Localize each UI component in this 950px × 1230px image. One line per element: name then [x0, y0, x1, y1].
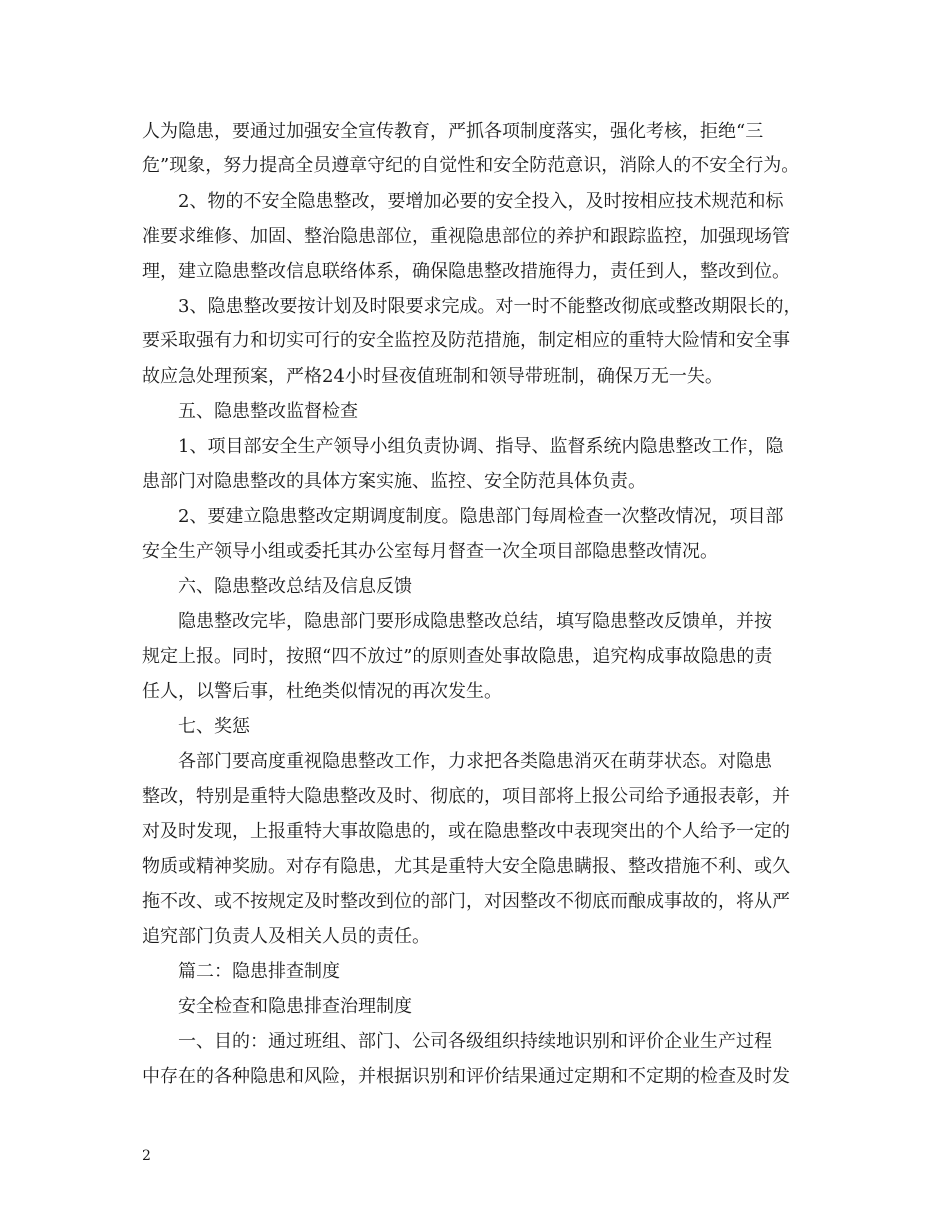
text-line: 人为隐患，要通过加强安全宣传教育，严抓各项制度落实，强化考核，拒绝“三 [142, 121, 764, 142]
text-line: 追究部门负责人及相关人员的责任。 [142, 926, 430, 947]
text-line: 准要求维修、加固、整治隐患部位，重视隐患部位的养护和跟踪监控，加强现场管 [142, 226, 790, 247]
text-line: 2、物的不安全隐患整改，要增加必要的安全投入，及时按相应技术规范和标 [142, 191, 784, 212]
text-line: 隐患整改完毕，隐患部门要形成隐患整改总结，填写隐患整改反馈单，并按 [142, 611, 772, 632]
page-number: 2 [142, 1148, 151, 1164]
text-line: 拖不改、或不按规定及时整改到位的部门，对因整改不彻底而酿成事故的，将从严 [142, 891, 790, 912]
text-line: 2、要建立隐患整改定期调度制度。隐患部门每周检查一次整改情况，项目部 [142, 506, 784, 527]
text-line: 故应急处理预案，严格24小时昼夜值班制和领导带班制，确保万无一失。 [142, 366, 723, 387]
text-line: 任人，以警后事，杜绝类似情况的再次发生。 [142, 681, 502, 702]
text-line: 3、隐患整改要按计划及时限要求完成。对一时不能整改彻底或整改期限长的， [142, 296, 802, 317]
section-heading: 安全检查和隐患排查治理制度 [142, 996, 412, 1017]
section-heading: 七、奖惩 [142, 716, 250, 737]
text-line: 对及时发现，上报重特大事故隐患的，或在隐患整改中表现突出的个人给予一定的 [142, 821, 790, 842]
text-line: 整改，特别是重特大隐患整改及时、彻底的，项目部将上报公司给予通报表彰，并 [142, 786, 790, 807]
text-line: 理，建立隐患整改信息联络体系，确保隐患整改措施得力，责任到人，整改到位。 [142, 261, 790, 282]
text-line: 物质或精神奖励。对存有隐患，尤其是重特大安全隐患瞒报、整改措施不利、或久 [142, 856, 790, 877]
text-line: 规定上报。同时，按照“四不放过”的原则查处事故隐患，追究构成事故隐患的责 [142, 646, 773, 667]
section-heading: 五、隐患整改监督检查 [142, 401, 358, 422]
text-line: 危”现象，努力提高全员遵章守纪的自觉性和安全防范意识，消除人的不安全行为。 [142, 155, 800, 176]
text-line: 1、项目部安全生产领导小组负责协调、指导、监督系统内隐患整改工作，隐 [142, 436, 784, 457]
section-heading: 六、隐患整改总结及信息反馈 [142, 576, 412, 597]
text-line: 患部门对隐患整改的具体方案实施、监控、安全防范具体负责。 [142, 471, 646, 492]
text-line: 要采取强有力和切实可行的安全监控及防范措施，制定相应的重特大险情和安全事 [142, 330, 790, 351]
text-line: 各部门要高度重视隐患整改工作，力求把各类隐患消灭在萌芽状态。对隐患 [142, 751, 772, 772]
text-line: 安全生产领导小组或委托其办公室每月督查一次全项目部隐患整改情况。 [142, 541, 718, 562]
text-line: 一、目的：通过班组、部门、公司各级组织持续地识别和评价企业生产过程 [142, 1031, 772, 1052]
section-heading: 篇二：隐患排查制度 [142, 961, 340, 982]
text-line: 中存在的各种隐患和风险，并根据识别和评价结果通过定期和不定期的检查及时发 [142, 1066, 790, 1087]
